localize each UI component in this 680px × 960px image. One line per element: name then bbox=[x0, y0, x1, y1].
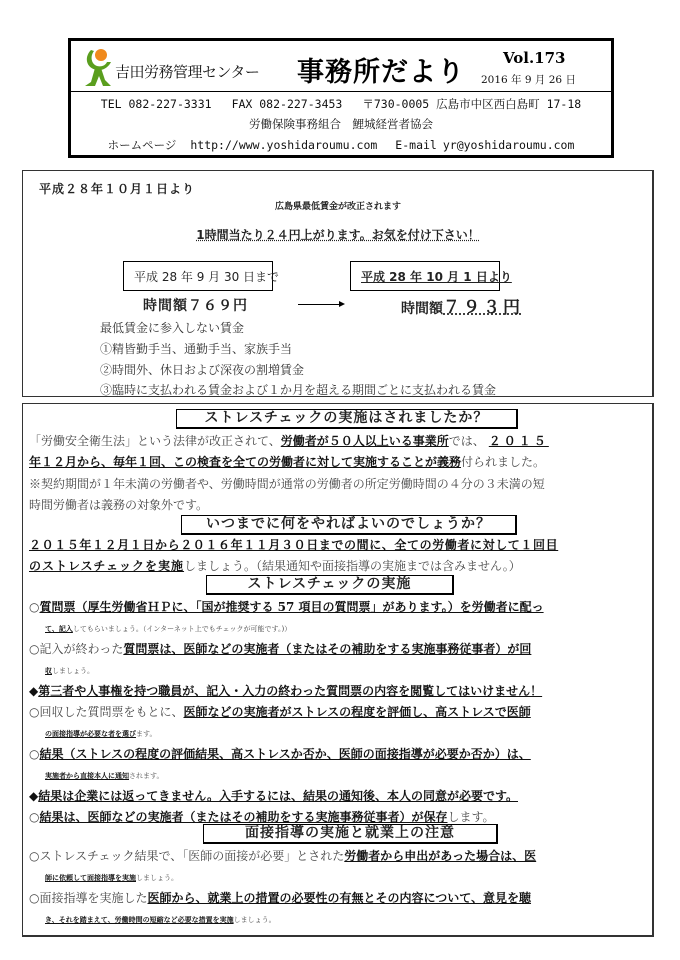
text: しましょう。 bbox=[136, 874, 178, 882]
deadline-line-1 bbox=[29, 535, 649, 556]
interview-list bbox=[29, 846, 649, 930]
emphasis: 第三者や人事権を持つ職員が、記入・入力の終わった質問票の内容を閲覧してはいけません！ bbox=[38, 684, 543, 698]
after-rate bbox=[401, 293, 523, 318]
list-item-cont bbox=[29, 909, 649, 930]
intro-paragraph bbox=[29, 431, 649, 473]
emphasis: 実施者から直接本人に通知 bbox=[45, 771, 129, 780]
header-title-row bbox=[71, 41, 611, 92]
after-rate-value: ７９３円 bbox=[443, 298, 523, 318]
text: ○ストレスチェック結果で、「医師の面接が必要」とされた bbox=[29, 849, 345, 863]
note-line-2: 時間労働者は義務の対象外です。 bbox=[29, 498, 209, 512]
text: 付られました。 bbox=[461, 455, 546, 469]
notice-title: 広島県最低賃金が改正されます bbox=[274, 202, 401, 212]
issue-date: 2016 年 9 月 26 日 bbox=[481, 74, 576, 86]
text: 「労働安全衛生法」という法律が改正されて、 bbox=[29, 434, 281, 448]
text: ○回収した質問票をもとに、 bbox=[29, 705, 184, 719]
note-line-1: ※契約期間が１年未満の労働者や、労働時間が通常の労働者の所定労働時間の４分の３未満の短 bbox=[29, 477, 545, 491]
center-name: 吉田労務管理センター bbox=[115, 63, 260, 81]
exclusion-item: ②時間外、休日および深夜の割増賃金 bbox=[100, 363, 305, 377]
diamond-bullet: ◆ bbox=[29, 684, 39, 698]
emphasis: の面接指導が必要な者を選び bbox=[45, 729, 136, 738]
emphasis: ２０１５ bbox=[488, 434, 549, 448]
email-label: E-mail bbox=[395, 138, 437, 152]
emphasis: 医師などの実施者がストレスの程度を評価し、高ストレスで医師 bbox=[183, 705, 531, 719]
emphasis: ２０１５年１２月１日から２０１６年１１月３０日までの間に、全ての労働者に対して１回目 bbox=[29, 538, 559, 552]
newsletter-header bbox=[68, 38, 614, 158]
associations: 労働保険事務組合 鯉城経営者協会 bbox=[249, 117, 433, 131]
emphasis: 結果は、医師などの実施者（またはその補助をする実施事務従事者）が保存 bbox=[39, 810, 448, 824]
list-item-cont bbox=[29, 618, 649, 639]
text: されます。 bbox=[129, 772, 164, 780]
bullet: ○ bbox=[29, 600, 40, 614]
exclusions-heading: 最低賃金に参入しない賃金 bbox=[100, 321, 245, 335]
bullet: ○ bbox=[29, 810, 40, 824]
list-item bbox=[29, 597, 649, 618]
emphasis: 収 bbox=[45, 666, 52, 675]
after-rate-label: 時間額 bbox=[401, 301, 443, 317]
emphasis: 結果は企業には返ってきません。入手するには、結果の通知後、本人の同意が必要です。 bbox=[38, 789, 518, 803]
list-item-cont bbox=[29, 660, 649, 681]
text: してもらいましょう。（インターネット上でもチェックが可能です。)） bbox=[72, 625, 292, 633]
emphasis: 医師から、就業上の措置の必要性の有無とその内容について、意見を聴 bbox=[147, 891, 532, 905]
text: しましょう。 bbox=[52, 667, 94, 675]
homepage-label: ホームページ bbox=[107, 138, 177, 152]
emphasis: 結果（ストレスの程度の評価結果、高ストレスか否か、医師の面接指導が必要か否か）は、 bbox=[39, 747, 531, 761]
web-line bbox=[71, 137, 611, 153]
list-item-cont bbox=[29, 867, 649, 888]
section-heading: いつまでに何をやればよいのでしょうか？ bbox=[181, 515, 517, 535]
emphasis: 質問票（厚生労働省ＨＰに、「国が推奨する 57 項目の質問票」があります。）を労働者に配っ bbox=[39, 600, 544, 614]
email-link[interactable]: yr@yoshidaroumu.com bbox=[442, 138, 575, 152]
list-item bbox=[29, 744, 649, 765]
list-item-cont bbox=[29, 765, 649, 786]
implementation-list bbox=[29, 597, 649, 828]
minimum-wage-notice bbox=[22, 170, 654, 397]
list-item bbox=[29, 846, 649, 867]
homepage-link[interactable]: http://www.yoshidaroumu.com bbox=[190, 138, 378, 152]
volume-number: Vol.173 bbox=[503, 49, 566, 67]
contact-line bbox=[71, 96, 611, 112]
list-item bbox=[29, 639, 649, 660]
emphasis: 年１２月から、毎年１回、この検査を全ての労働者に対して実施することが義務 bbox=[29, 455, 462, 469]
deadline-paragraph bbox=[29, 535, 649, 577]
stress-check-section bbox=[22, 403, 654, 937]
text: ○記入が終わった bbox=[29, 642, 124, 656]
company-logo-icon bbox=[81, 46, 115, 88]
emphasis: て、記入 bbox=[45, 624, 73, 633]
text: しましょう。（結果通知や面接指導の実施までは含みません。） bbox=[184, 559, 521, 573]
text: しましょう。 bbox=[233, 916, 276, 924]
list-item-cont bbox=[29, 723, 649, 744]
deadline-line-2 bbox=[29, 556, 649, 577]
after-period-box bbox=[350, 261, 512, 291]
text: します。 bbox=[447, 810, 495, 824]
emphasis: き、それを踏まえて、労働時間の短縮など必要な措置を実施 bbox=[45, 915, 234, 924]
emphasis: 師に依頼して面接指導を実施 bbox=[45, 873, 136, 882]
emphasis: 労働者から申出があった場合は、医 bbox=[344, 849, 537, 863]
section-heading: 面接指導の実施と就業上の注意 bbox=[203, 824, 498, 844]
list-item bbox=[29, 702, 649, 723]
note-paragraph bbox=[29, 474, 649, 516]
arrow-right-icon bbox=[298, 304, 343, 305]
before-rate: 時間額７６９円 bbox=[143, 298, 248, 314]
exclusion-item: ③臨時に支払われる賃金および１か月を超える期間ごとに支払われる賃金 bbox=[100, 383, 497, 397]
before-period-box: 平成 28 年 9 月 30 日まで bbox=[123, 261, 273, 291]
emphasis: 労働者が５０人以上いる事業所 bbox=[280, 434, 449, 448]
emphasis: のストレスチェックを実施 bbox=[29, 559, 185, 573]
diamond-bullet: ◆ bbox=[29, 789, 39, 803]
tel-number: TEL 082-227-3331 bbox=[100, 97, 212, 111]
text: では、 bbox=[448, 434, 485, 448]
newsletter-title: 事務所だより bbox=[297, 57, 465, 88]
intro-line-2 bbox=[29, 452, 649, 473]
notice-subtitle-text: 1時間当たり２４円上がります。お気を付け下さい！ bbox=[196, 228, 480, 242]
text: ます。 bbox=[136, 730, 157, 738]
notice-subtitle bbox=[23, 226, 653, 243]
bullet: ○ bbox=[29, 747, 40, 761]
fax-number: FAX 082-227-3453 bbox=[231, 97, 343, 111]
after-period-text: 平成 28 年 10 月 1 日より bbox=[361, 270, 512, 284]
intro-line-1 bbox=[29, 431, 649, 452]
section-heading: ストレスチェックの実施 bbox=[206, 575, 454, 595]
exclusion-item: ①精皆勤手当、通勤手当、家族手当 bbox=[100, 342, 293, 356]
list-item bbox=[29, 888, 649, 909]
list-item-warning bbox=[29, 786, 649, 807]
effective-date: 平成２８年１０月１日より bbox=[39, 182, 196, 196]
list-item-warning bbox=[29, 681, 649, 702]
section-heading: ストレスチェックの実施はされましたか？ bbox=[176, 409, 518, 429]
address: 〒730-0005 広島市中区西白島町 17-18 bbox=[362, 97, 582, 111]
emphasis: 質問票は、医師などの実施者（またはその補助をする実施事務従事者）が回 bbox=[123, 642, 532, 656]
text: ○面接指導を実施した bbox=[29, 891, 148, 905]
